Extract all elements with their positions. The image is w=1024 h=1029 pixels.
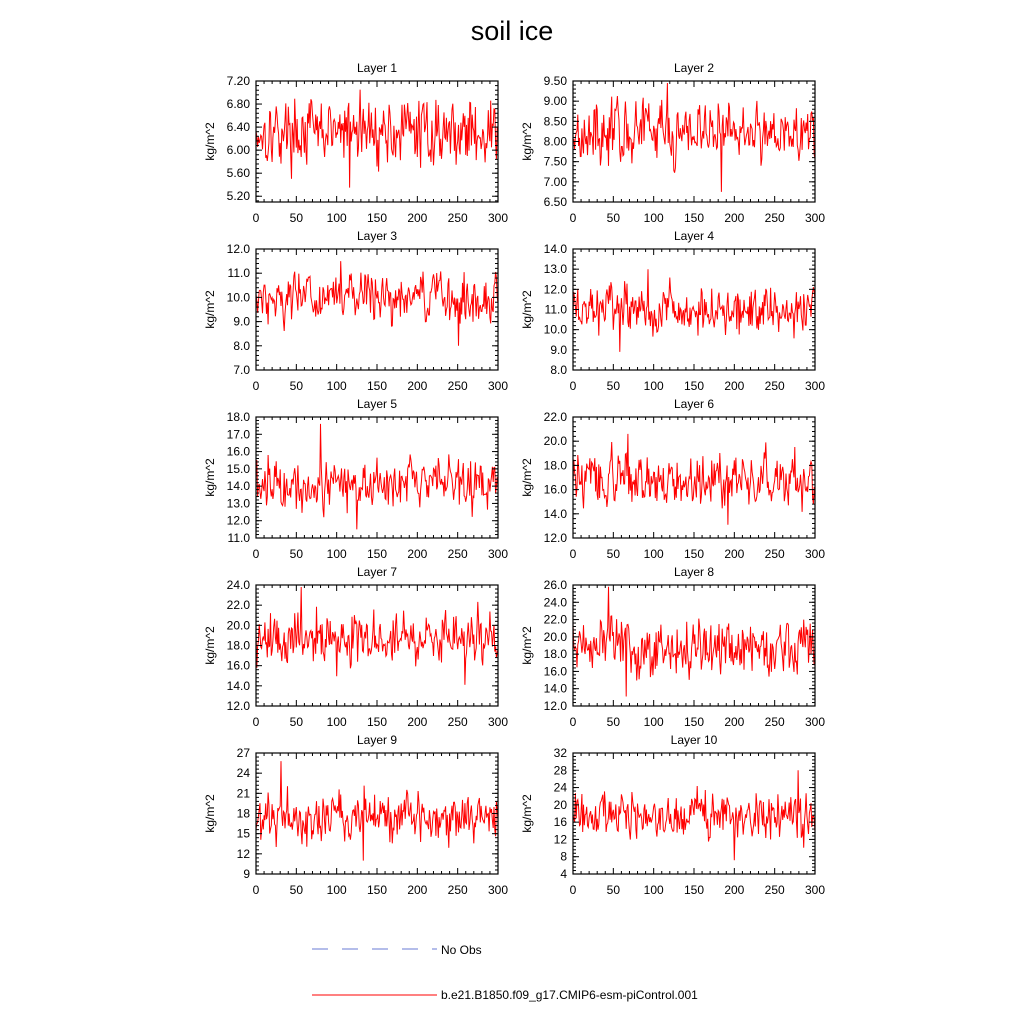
series-line <box>256 90 498 188</box>
y-tick-label: 26.0 <box>543 578 567 592</box>
x-tick-label: 300 <box>487 715 509 729</box>
x-tick-label: 200 <box>407 547 428 561</box>
x-tick-label: 200 <box>407 883 428 897</box>
y-axis-label: kg/m^2 <box>520 794 534 833</box>
y-tick-label: 12.0 <box>543 699 567 713</box>
y-tick-label: 16.0 <box>543 664 567 679</box>
y-tick-label: 15.0 <box>226 461 250 476</box>
y-tick-label: 14.0 <box>543 681 567 696</box>
series-line <box>573 587 815 697</box>
y-tick-label: 20.0 <box>543 629 567 644</box>
y-tick-label: 10.0 <box>543 322 567 337</box>
x-tick-label: 100 <box>643 379 664 393</box>
panel-title: Layer 10 <box>670 733 718 747</box>
y-tick-label: 24.0 <box>226 578 250 592</box>
series-line <box>573 83 815 192</box>
plot-frame <box>573 417 815 538</box>
y-tick-label: 27 <box>236 746 250 760</box>
x-tick-label: 150 <box>366 211 388 225</box>
x-tick-label: 200 <box>407 715 428 729</box>
x-tick-label: 200 <box>724 547 745 561</box>
y-axis-label: kg/m^2 <box>520 122 534 161</box>
x-tick-label: 200 <box>724 379 745 393</box>
panel-layer-5 <box>203 397 508 561</box>
y-tick-label: 18.0 <box>543 647 567 662</box>
x-tick-label: 0 <box>252 379 260 393</box>
x-tick-label: 0 <box>569 547 577 561</box>
y-tick-label: 9.50 <box>543 74 567 88</box>
y-tick-label: 6.50 <box>543 195 567 209</box>
y-tick-label: 8.0 <box>550 363 567 377</box>
y-tick-label: 12.0 <box>543 282 567 297</box>
series-line <box>256 761 498 861</box>
y-tick-label: 12.0 <box>543 531 567 545</box>
y-tick-label: 10.0 <box>226 290 250 305</box>
y-tick-label: 22.0 <box>226 598 250 613</box>
x-tick-label: 50 <box>289 715 304 729</box>
x-tick-label: 300 <box>487 211 509 225</box>
y-tick-label: 7.50 <box>543 154 567 169</box>
panel-layer-8 <box>520 565 825 729</box>
y-tick-label: 8 <box>560 849 567 864</box>
x-tick-label: 50 <box>606 715 621 729</box>
y-tick-label: 14.0 <box>226 678 250 693</box>
x-tick-label: 150 <box>366 715 388 729</box>
x-tick-label: 300 <box>804 715 826 729</box>
y-tick-label: 4 <box>560 867 567 881</box>
y-tick-label: 11.0 <box>544 302 567 317</box>
y-tick-label: 8.50 <box>543 114 567 129</box>
y-tick-label: 13.0 <box>543 262 567 277</box>
series-line <box>256 587 498 685</box>
x-tick-label: 250 <box>447 211 468 225</box>
x-tick-label: 250 <box>764 379 785 393</box>
x-tick-label: 0 <box>252 211 260 225</box>
x-tick-label: 250 <box>764 211 785 225</box>
panel-title: Layer 2 <box>673 61 715 75</box>
x-tick-label: 150 <box>683 211 705 225</box>
x-tick-label: 100 <box>643 547 664 561</box>
y-tick-label: 14.0 <box>543 242 567 256</box>
panel-title: Layer 1 <box>356 61 398 75</box>
y-tick-label: 9.00 <box>543 94 567 109</box>
y-axis-label: kg/m^2 <box>203 626 217 665</box>
y-tick-label: 20 <box>553 797 567 812</box>
y-tick-label: 11.0 <box>227 531 250 545</box>
x-tick-label: 0 <box>569 715 577 729</box>
y-tick-label: 24.0 <box>543 595 567 610</box>
x-tick-label: 0 <box>569 883 577 897</box>
y-tick-label: 9.0 <box>233 314 250 329</box>
x-tick-label: 250 <box>447 379 468 393</box>
x-tick-label: 150 <box>683 379 705 393</box>
x-tick-label: 250 <box>764 883 785 897</box>
panel-title: Layer 9 <box>356 733 398 747</box>
y-tick-label: 24 <box>553 780 567 795</box>
y-tick-label: 18 <box>236 806 250 821</box>
y-tick-label: 7.20 <box>226 74 250 88</box>
x-tick-label: 100 <box>326 379 347 393</box>
x-tick-label: 0 <box>569 379 577 393</box>
y-tick-label: 14.0 <box>226 479 250 494</box>
x-tick-label: 100 <box>326 211 347 225</box>
y-tick-label: 12 <box>553 832 567 847</box>
y-tick-label: 9 <box>243 867 250 881</box>
x-tick-label: 200 <box>407 211 428 225</box>
series-line <box>573 269 815 352</box>
y-tick-label: 12.0 <box>226 242 250 256</box>
y-tick-label: 22.0 <box>543 410 567 424</box>
panel-layer-7 <box>203 565 508 729</box>
x-tick-label: 300 <box>804 379 826 393</box>
x-tick-label: 50 <box>289 379 304 393</box>
panel-title: Layer 7 <box>356 565 398 579</box>
legend <box>312 943 698 1002</box>
x-tick-label: 150 <box>366 547 388 561</box>
y-tick-label: 17.0 <box>226 427 250 442</box>
panel-layer-2 <box>520 61 825 225</box>
x-tick-label: 300 <box>804 883 826 897</box>
y-tick-label: 32 <box>553 746 567 760</box>
x-tick-label: 0 <box>252 883 260 897</box>
x-tick-label: 250 <box>764 547 785 561</box>
panel-title: Layer 8 <box>673 565 715 579</box>
x-tick-label: 300 <box>804 211 826 225</box>
y-tick-label: 5.60 <box>226 166 250 181</box>
x-tick-label: 200 <box>407 379 428 393</box>
y-tick-label: 6.00 <box>226 143 250 158</box>
panel-layer-9 <box>203 733 508 897</box>
x-tick-label: 50 <box>289 211 304 225</box>
y-tick-label: 16.0 <box>226 658 250 673</box>
x-tick-label: 0 <box>252 547 260 561</box>
x-tick-label: 150 <box>366 883 388 897</box>
x-tick-label: 250 <box>447 715 468 729</box>
panel-title: Layer 3 <box>356 229 398 243</box>
panel-title: Layer 5 <box>356 397 398 411</box>
x-tick-label: 300 <box>804 547 826 561</box>
panel-layer-1 <box>203 61 508 225</box>
x-tick-label: 50 <box>289 883 304 897</box>
x-tick-label: 150 <box>683 715 705 729</box>
y-tick-label: 16 <box>553 815 567 830</box>
x-tick-label: 200 <box>724 211 745 225</box>
y-tick-label: 8.0 <box>233 338 250 353</box>
y-tick-label: 11.0 <box>227 266 250 281</box>
y-axis-label: kg/m^2 <box>520 626 534 665</box>
panel-layer-4 <box>520 229 825 393</box>
y-tick-label: 18.0 <box>543 458 567 473</box>
legend-label-model: b.e21.B1850.f09_g17.CMIP6-esm-piControl.001 <box>441 988 698 1002</box>
y-tick-label: 7.0 <box>233 363 250 377</box>
x-tick-label: 250 <box>764 715 785 729</box>
panel-layer-10 <box>520 733 825 897</box>
y-tick-label: 15 <box>236 826 250 841</box>
panel-layer-3 <box>203 229 508 393</box>
y-tick-label: 12.0 <box>226 513 250 528</box>
panel-layer-6 <box>520 397 825 561</box>
y-tick-label: 21 <box>236 786 250 801</box>
x-tick-label: 250 <box>447 547 468 561</box>
y-axis-label: kg/m^2 <box>520 458 534 497</box>
y-tick-label: 9.0 <box>550 342 567 357</box>
x-tick-label: 300 <box>487 379 509 393</box>
x-tick-label: 300 <box>487 883 509 897</box>
y-tick-label: 18.0 <box>226 638 250 653</box>
y-tick-label: 12.0 <box>226 699 250 713</box>
y-axis-label: kg/m^2 <box>520 290 534 329</box>
x-tick-label: 50 <box>606 547 621 561</box>
plot-frame <box>573 585 815 706</box>
x-tick-label: 100 <box>326 715 347 729</box>
x-tick-label: 50 <box>606 883 621 897</box>
x-tick-label: 0 <box>252 715 260 729</box>
y-tick-label: 16.0 <box>543 482 567 497</box>
y-tick-label: 12 <box>236 846 250 861</box>
y-tick-label: 18.0 <box>226 410 250 424</box>
y-axis-label: kg/m^2 <box>203 122 217 161</box>
x-tick-label: 100 <box>643 715 664 729</box>
y-axis-label: kg/m^2 <box>203 794 217 833</box>
x-tick-label: 100 <box>643 211 664 225</box>
y-axis-label: kg/m^2 <box>203 458 217 497</box>
y-tick-label: 8.00 <box>543 134 567 149</box>
x-tick-label: 150 <box>683 547 705 561</box>
panel-title: Layer 6 <box>673 397 715 411</box>
legend-label-no-obs: No Obs <box>441 943 482 957</box>
series-line <box>256 424 498 530</box>
y-tick-label: 7.00 <box>543 174 567 189</box>
y-tick-label: 24 <box>236 766 250 781</box>
x-tick-label: 100 <box>326 547 347 561</box>
x-tick-label: 150 <box>366 379 388 393</box>
y-tick-label: 13.0 <box>226 496 250 511</box>
x-tick-label: 50 <box>606 379 621 393</box>
panel-title: Layer 4 <box>673 229 715 243</box>
series-line <box>256 261 498 346</box>
x-tick-label: 150 <box>683 883 705 897</box>
x-tick-label: 250 <box>447 883 468 897</box>
y-tick-label: 16.0 <box>226 444 250 459</box>
series-line <box>573 434 815 525</box>
y-tick-label: 28 <box>553 763 567 778</box>
y-axis-label: kg/m^2 <box>203 290 217 329</box>
y-tick-label: 5.20 <box>226 189 250 204</box>
x-tick-label: 0 <box>569 211 577 225</box>
x-tick-label: 50 <box>606 211 621 225</box>
series-line <box>573 770 815 860</box>
y-tick-label: 14.0 <box>543 506 567 521</box>
x-tick-label: 50 <box>289 547 304 561</box>
y-tick-label: 20.0 <box>543 434 567 449</box>
y-tick-label: 20.0 <box>226 618 250 633</box>
y-tick-label: 6.80 <box>226 97 250 112</box>
x-tick-label: 200 <box>724 883 745 897</box>
x-tick-label: 100 <box>643 883 664 897</box>
y-tick-label: 6.40 <box>226 120 250 135</box>
x-tick-label: 100 <box>326 883 347 897</box>
x-tick-label: 200 <box>724 715 745 729</box>
y-tick-label: 22.0 <box>543 612 567 627</box>
x-tick-label: 300 <box>487 547 509 561</box>
figure-title: soil ice <box>470 16 554 46</box>
